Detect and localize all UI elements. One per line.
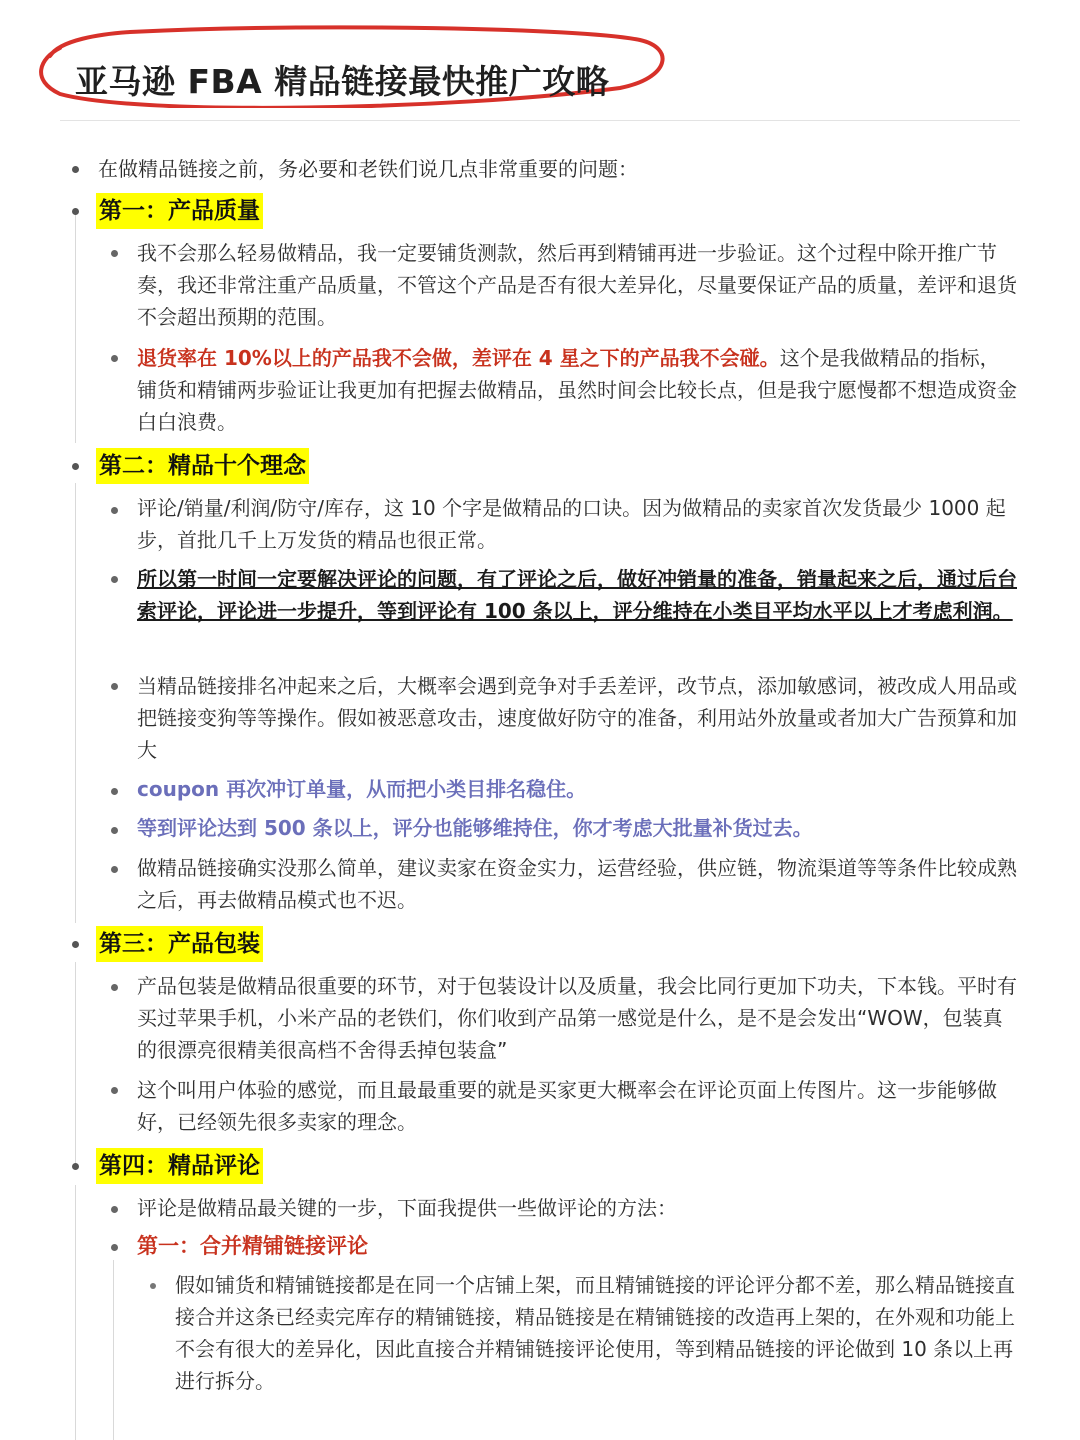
bullet bbox=[111, 250, 118, 257]
bullet bbox=[150, 1283, 156, 1289]
bullet bbox=[111, 355, 118, 362]
bullet bbox=[72, 941, 79, 948]
title-block bbox=[20, 18, 670, 108]
list-item: 产品包装是做精品很重要的环节，对于包装设计以及质量，我会比同行更加下功夫，下本钱。平时有买过苹果手机，小米产品的老铁们，你们收到产品第一感觉是什么，是不是会发出“WOW，包装真的很漂亮很精美很高档不舍得丢掉包装盒” bbox=[137, 974, 1017, 1062]
bullet bbox=[111, 866, 118, 873]
list-item-purple: 等到评论达到 500 条以上，评分也能够维持住，你才考虑大批量补货过去。 bbox=[137, 816, 813, 840]
indent-rail bbox=[75, 1185, 76, 1440]
list-item: 我不会那么轻易做精品，我一定要铺货测款，然后再到精铺再进一步验证。这个过程中除开推广节奏，我还非常注重产品质量，不管这个产品是否有很大差异化，尽量要保证产品的质量，差评和退货不会超出预期的范围。 bbox=[137, 241, 1017, 329]
bullet bbox=[72, 1163, 79, 1170]
list-item: 做精品链接确实没那么简单，建议卖家在资金实力，运营经验，供应链，物流渠道等等条件比较成熟之后，再去做精品模式也不迟。 bbox=[137, 856, 1017, 912]
bullet bbox=[72, 463, 79, 470]
section-heading: 第二：精品十个理念 bbox=[96, 448, 309, 484]
list-item-purple: coupon 再次冲订单量，从而把小类目排名稳住。 bbox=[137, 777, 587, 801]
bullet bbox=[111, 984, 118, 991]
bullet bbox=[111, 1206, 118, 1213]
indent-rail bbox=[75, 483, 76, 923]
bullet bbox=[111, 683, 118, 690]
section-heading: 第三：产品包装 bbox=[96, 926, 263, 962]
bullet bbox=[111, 827, 118, 834]
page-title: 亚马逊 FBA 精品链接最快推广攻略 bbox=[75, 62, 610, 101]
list-item: 当精品链接排名冲起来之后，大概率会遇到竞争对手丢差评，改节点，添加敏感词，被改成人用品或把链接变狗等等操作。假如被恶意攻击，速度做好防守的准备，利用站外放量或者加大广告预算和加大 bbox=[137, 674, 1017, 762]
list-item-underlined: 所以第一时间一定要解决评论的问题，有了评论之后，做好冲销量的准备，销量起来之后，通过后台索评论，评论进一步提升，等到评论有 100 条以上，评分维持在小类目平均水平以上才考虑利润。 bbox=[137, 567, 1017, 623]
bullet bbox=[111, 788, 118, 795]
bullet bbox=[111, 576, 118, 583]
section-heading: 第一：产品质量 bbox=[96, 193, 263, 229]
bullet bbox=[72, 208, 79, 215]
list-item-text: 这个是我做精品的指标，铺货和精铺两步验证让我更加有把握去做精品，虽然时间会比较长点，但是我宁愿慢都不想造成资金白白浪费。 bbox=[137, 346, 1017, 434]
red-highlight-text: 退货率在 10%以上的产品我不会做，差评在 4 星之下的产品我不会碰。 bbox=[137, 346, 780, 370]
bullet bbox=[72, 166, 79, 173]
bullet bbox=[111, 507, 118, 514]
indent-rail bbox=[113, 1260, 114, 1440]
title-divider bbox=[60, 120, 1020, 121]
list-item: 评论是做精品最关键的一步，下面我提供一些做评论的方法： bbox=[137, 1196, 677, 1220]
sub-heading: 第一：合并精铺链接评论 bbox=[137, 1234, 368, 1258]
list-item: 假如铺货和精铺链接都是在同一个店铺上架，而且精铺链接的评论评分都不差，那么精品链接直接合并这条已经卖完库存的精铺链接，精品链接是在精铺链接的改造再上架的，在外观和功能上不会有很大的差异化，因此直接合并精铺链接评论使用，等到精品链接的评论做到 10 条以上再进行拆分。 bbox=[175, 1273, 1015, 1393]
list-item bbox=[137, 342, 1017, 438]
list-item: 这个叫用户体验的感觉，而且最最重要的就是买家更大概率会在评论页面上传图片。这一步能够做好，已经领先很多卖家的理念。 bbox=[137, 1078, 997, 1134]
bullet bbox=[111, 1087, 118, 1094]
indent-rail bbox=[75, 962, 76, 1167]
indent-rail bbox=[75, 208, 76, 443]
list-item: 评论/销量/利润/防守/库存，这 10 个字是做精品的口诀。因为做精品的卖家首次发货最少 1000 起步，首批几千上万发货的精品也很正常。 bbox=[137, 496, 1006, 552]
section-heading: 第四：精品评论 bbox=[96, 1148, 263, 1184]
bullet bbox=[111, 1244, 118, 1251]
intro-text: 在做精品链接之前，务必要和老铁们说几点非常重要的问题： bbox=[98, 157, 638, 181]
